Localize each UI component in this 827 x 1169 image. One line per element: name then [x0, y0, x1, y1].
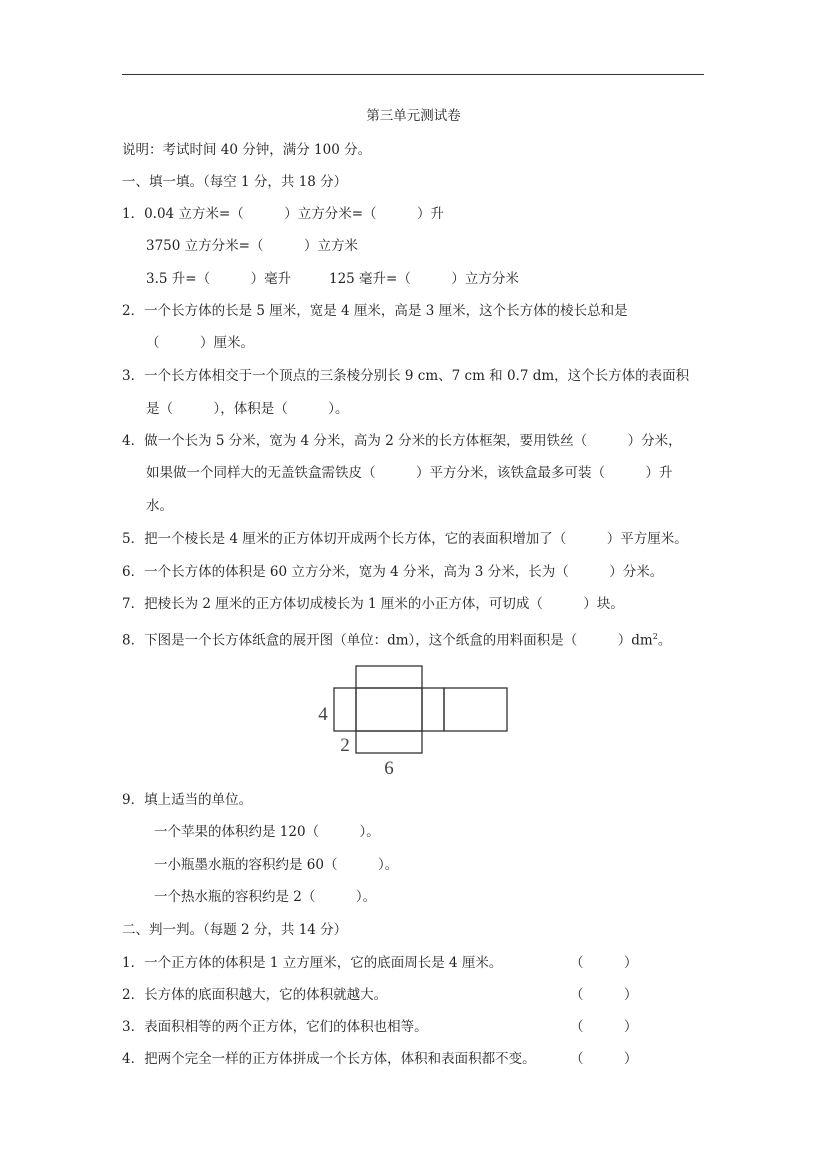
section2-heading: 二、判一判。（每题 2 分，共 14 分） [122, 922, 348, 938]
q1-line2: 3750 立方分米=（ ）立方米 [146, 238, 358, 254]
q9-a: 一个苹果的体积约是 120（ ）。 [154, 824, 380, 840]
page-title: 第三单元测试卷 [366, 108, 461, 124]
q8-text: 8．下图是一个长方体纸盒的展开图（单位：dm），这个纸盒的用料面积是（ ）dm [122, 632, 653, 649]
q8-end: 。 [657, 632, 672, 649]
instructions: 说明：考试时间 40 分钟，满分 100 分。 [122, 142, 372, 158]
q7: 7．把棱长为 2 厘米的正方体切成棱长为 1 厘米的小正方体，可切成（ ）块。 [122, 596, 624, 612]
q2-line1: 2．一个长方体的长是 5 厘米，宽是 4 厘米，高是 3 厘米，这个长方体的棱长总和是 [122, 303, 628, 319]
net-label-6: 6 [384, 758, 394, 779]
judge-item-1: 1．一个正方体的体积是 1 立方厘米，它的底面周长是 4 厘米。 [122, 955, 503, 971]
net-label-4: 4 [318, 704, 328, 725]
net-label-2: 2 [340, 735, 350, 756]
judge-blank-4: （ ） [570, 1051, 638, 1067]
q9-c: 一个热水瓶的容积约是 2（ ）。 [154, 889, 377, 905]
header-rule [122, 74, 704, 75]
q9-b: 一小瓶墨水瓶的容积约是 60（ ）。 [154, 857, 399, 873]
q8-sup: 2 [652, 632, 658, 641]
q4-line2: 如果做一个同样大的无盖铁盒需铁皮（ ）平方分米，该铁盒最多可装（ ）升 [146, 465, 673, 481]
net-top-flap [356, 666, 422, 688]
net-side-right [422, 688, 444, 731]
judge-blank-3: （ ） [570, 1019, 638, 1035]
q1-line1: 1．0.04 立方米=（ ）立方分米=（ ）升 [122, 206, 445, 222]
q4-line1: 4．做一个长为 5 分米，宽为 4 分米，高为 2 分米的长方体框架，要用铁丝（ ）分米， [122, 433, 682, 449]
judge-blank-1: （ ） [570, 955, 638, 971]
q1-line3b: 125 毫升=（ ）立方分米 [329, 271, 519, 287]
box-net-figure [312, 662, 512, 780]
net-back [444, 688, 507, 731]
net-front [356, 688, 422, 731]
judge-item-4: 4．把两个完全一样的正方体拼成一个长方体，体积和表面积都不变。 [122, 1051, 536, 1067]
judge-item-2: 2．长方体的底面积越大，它的体积就越大。 [122, 987, 388, 1003]
q6: 6．一个长方体的体积是 60 立方分米，宽为 4 分米，高为 3 分米，长为（ ）分米。 [122, 564, 664, 580]
net-bottom-flap [356, 731, 422, 753]
q8 [122, 628, 671, 650]
net-side-left [334, 688, 356, 731]
q5: 5．把一个棱长是 4 厘米的正方体切开成两个长方体，它的表面积增加了（ ）平方厘米。 [122, 531, 688, 547]
judge-blank-2: （ ） [570, 987, 638, 1003]
q3-line1: 3．一个长方体相交于一个顶点的三条棱分别长 9 cm、7 cm 和 0.7 dm，这个长方体的表面积 [122, 368, 690, 384]
section1-heading: 一、填一填。（每空 1 分，共 18 分） [122, 174, 348, 190]
q1-line3a: 3.5 升=（ ）毫升 [146, 271, 292, 287]
q9-heading: 9．填上适当的单位。 [122, 792, 253, 808]
q4-line3: 水。 [146, 498, 173, 514]
q2-line2: （ ）厘米。 [146, 335, 254, 351]
judge-item-3: 3．表面积相等的两个正方体，它们的体积也相等。 [122, 1019, 428, 1035]
q3-line2: 是（ ），体积是（ ）。 [146, 401, 349, 417]
